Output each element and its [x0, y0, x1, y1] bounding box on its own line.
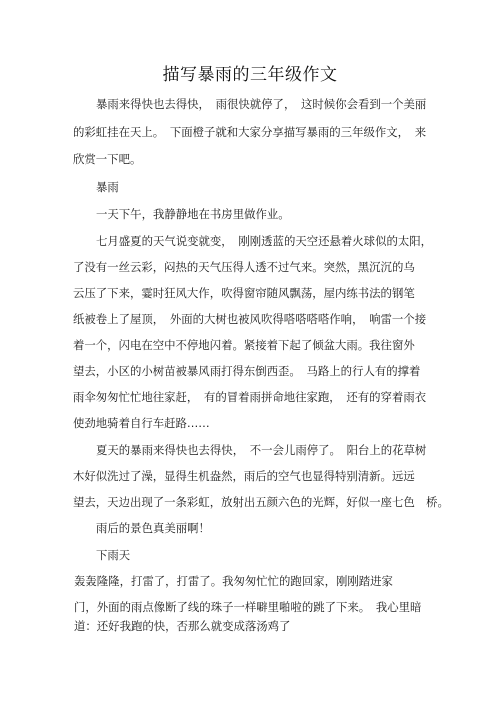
text-line: 轰轰隆隆，打雷了，打雷了。我匆匆忙忙的跑回家，刚刚踏进家: [74, 574, 393, 588]
text-line: 望去，天边出现了一条彩虹，放射出五颜六色的光辉，好似一座七色 桥。: [73, 495, 449, 509]
text-line: 欣赏一下吧。: [73, 152, 142, 166]
text-line: 一天下午，我静静地在书房里做作业。: [96, 207, 290, 221]
text-line: 纸被卷上了屋顶， 外面的大树也被风吹得嗒嗒嗒嗒作响， 响雷一个接: [73, 312, 427, 326]
text-line: 着一个，闪电在空中不停地闪着。紧接着下起了倾盆大雨。我往窗外: [73, 338, 415, 352]
text-line: 的彩虹挂在天上。 下面橙子就和大家分享描写暴雨的三年级作文， 来: [73, 125, 427, 139]
text-line: 了没有一丝云彩，闷热的天气压得人透不过气来。突然，黑沉沉的乌: [73, 260, 415, 274]
text-line: 望去，小区的小树苗被暴风雨打得东倒西歪。 马路上的行人有的撑着: [73, 364, 421, 378]
section-heading: 下雨天: [96, 548, 131, 562]
text-line: 道：还好我跑的快，否那么就变成落汤鸡了: [74, 619, 291, 633]
text-line: 雨后的景色真美丽啊！: [96, 521, 210, 535]
text-line: 门，外面的雨点像断了线的珠子一样噼里啪啦的跳了下来。 我心里暗: [74, 600, 422, 614]
text-line: 木好似洗过了澡，显得生机盎然，雨后的空气也显得特别清新。远远: [73, 469, 415, 483]
document-title: 描写暴雨的三年级作文: [162, 65, 338, 85]
section-heading: 暴雨: [96, 180, 119, 194]
text-line: 使劲地骑着自行车赶路……: [73, 416, 210, 430]
text-line: 雨伞匆匆忙忙地往家赶， 有的冒着雨拼命地往家跑， 还有的穿着雨衣: [73, 390, 427, 404]
text-line: 夏天的暴雨来得快也去得快， 不一会儿雨停了。 阳台上的花草树: [96, 443, 427, 457]
text-line: 七月盛夏的天气说变就变， 刚刚透蓝的天空还悬着火球似的太阳，: [96, 234, 433, 248]
text-line: 云压了下来，霎时狂风大作，吹得窗帘随风飘荡，屋内练书法的钢笔: [73, 286, 415, 300]
text-line: 暴雨来得快也去得快， 雨很快就停了， 这时候你会看到一个美丽: [96, 97, 427, 111]
